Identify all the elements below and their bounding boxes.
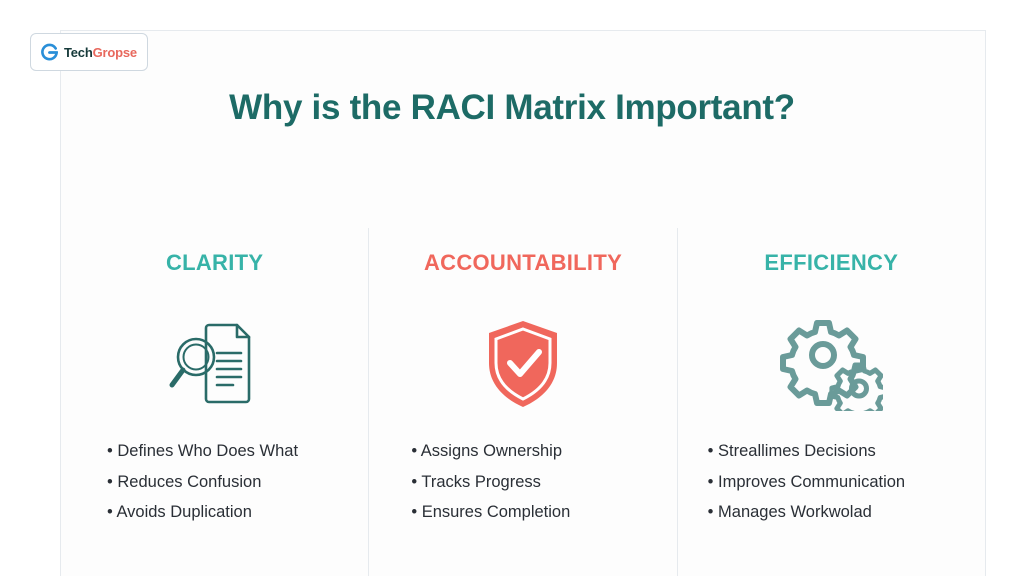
column-heading: CLARITY: [165, 250, 264, 275]
column-heading: EFFICIENCY: [764, 250, 899, 275]
column-icon-wrap: [678, 308, 985, 418]
document-magnifier-icon: [163, 315, 267, 411]
brand-name-part1: Tech: [64, 44, 93, 60]
brand-logo: [30, 33, 148, 71]
list-item: • Streallimes Decisions: [708, 436, 985, 467]
list-item: • Defines Who Does What: [107, 436, 368, 467]
brand-name-part2: Gropse: [92, 44, 137, 60]
list-item: • Avoids Duplication: [107, 497, 368, 528]
list-item: • Tracks Progress: [411, 467, 676, 498]
bullet-list: [61, 436, 368, 528]
columns-container: [61, 228, 985, 576]
page-title: Why is the RACI Matrix Important?: [229, 88, 795, 127]
g-logo-icon: [40, 43, 59, 62]
column-icon-wrap: [61, 308, 368, 418]
list-item: • Ensures Completion: [411, 497, 676, 528]
column-efficiency: [677, 228, 985, 576]
bullet-list: [369, 436, 676, 528]
list-item: • Reduces Confusion: [107, 467, 368, 498]
list-item: • Assigns Ownership: [411, 436, 676, 467]
column-clarity: [61, 228, 368, 576]
column-heading: ACCOUNTABILITY: [423, 250, 623, 275]
list-item: • Improves Communication: [708, 467, 985, 498]
bullet-list: [678, 436, 985, 528]
list-item: • Manages Workwolad: [708, 497, 985, 528]
gears-icon: [779, 315, 883, 411]
shield-check-icon: [481, 315, 565, 411]
brand-name: [64, 45, 137, 60]
column-icon-wrap: [369, 308, 676, 418]
column-accountability: [368, 228, 676, 576]
